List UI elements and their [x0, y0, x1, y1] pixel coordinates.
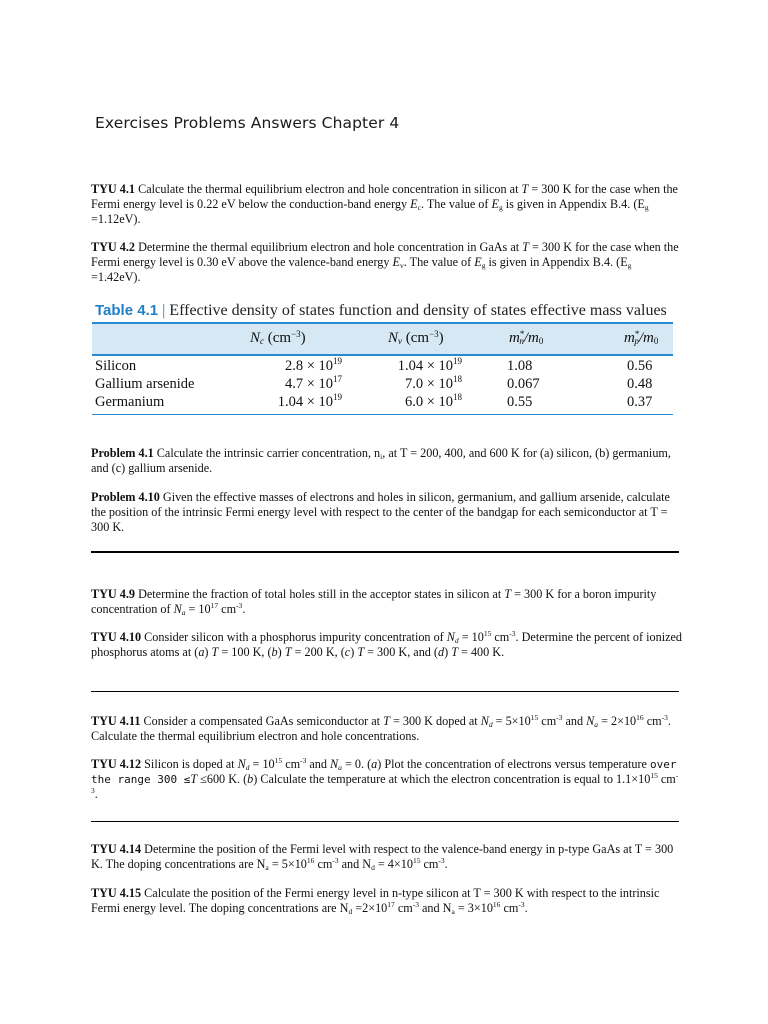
problem-label: Problem 4.1: [91, 446, 154, 460]
text: and: [306, 757, 331, 771]
symbol: b: [271, 645, 278, 660]
text: ≤600 K. (: [197, 772, 248, 787]
material-name: Silicon: [95, 358, 137, 374]
section-divider: [91, 551, 679, 553]
symbol: T: [211, 645, 219, 660]
text: = 4×10: [374, 857, 413, 872]
text: = 10: [458, 630, 484, 644]
column-header-nc: $N_c$ $(cm^{-3})$: [250, 329, 306, 346]
column-header-mn: $m^*_n/m_0$: [509, 329, 544, 346]
problem-label: Problem 4.10: [91, 490, 160, 504]
table-row: [92, 394, 673, 412]
subscript: d: [454, 636, 459, 645]
nc-value: $4.7 \times 10^{17}$: [284, 374, 342, 392]
text: cm: [491, 630, 510, 644]
text: .: [444, 857, 448, 872]
text: Consider silicon with a phosphorus impurity concentration of: [141, 630, 447, 644]
exercise-label: TYU 4.15: [91, 886, 142, 900]
exercise-tyu-4-9: [91, 587, 683, 617]
exercise-tyu-4-14: [91, 842, 683, 872]
subscript: c: [417, 203, 421, 213]
text: ): [204, 645, 212, 660]
symbol: T: [284, 645, 292, 660]
exercise-tyu-4-15: [91, 886, 683, 916]
column-header-nv: $N_v$ $(cm^{-3})$: [388, 329, 444, 346]
table-header-row: [92, 322, 673, 356]
symbol: T: [521, 182, 529, 196]
symbol: a: [371, 757, 378, 771]
superscript: -3: [91, 771, 679, 796]
superscript: 17: [387, 900, 395, 910]
text: = 300 K doped at: [389, 714, 481, 728]
table-row: [92, 376, 673, 394]
text: = 300 K for the case when the Fermi energy level is 0.22 eV below the conduction-band energy: [91, 182, 678, 212]
mp-value: 0.48: [627, 376, 653, 392]
subscript: a: [451, 907, 455, 917]
text: cm: [282, 757, 301, 771]
superscript: 16: [636, 713, 644, 722]
mn-value: 0.55: [507, 394, 533, 410]
text: is given in Appendix B.4. (E: [502, 197, 645, 212]
text: cm: [538, 714, 557, 728]
exercise-label: TYU 4.14: [91, 842, 142, 856]
text: = 3×10: [454, 901, 493, 916]
problem-4-1: [91, 446, 683, 476]
text: = 5×10: [268, 857, 307, 872]
superscript: 15: [650, 771, 658, 781]
subscript: v: [400, 261, 404, 271]
text: cm: [643, 714, 662, 728]
text: .: [524, 901, 528, 916]
material-name: Gallium arsenide: [95, 376, 195, 392]
text: = 5×10: [492, 714, 531, 728]
text: . The value of: [420, 197, 492, 212]
symbol: E: [491, 197, 499, 212]
subscript: g: [498, 203, 503, 213]
text: = 300 K for the case when the Fermi energy level is 0.30 eV above the valence-band energy: [91, 240, 679, 270]
symbol: E: [474, 255, 482, 270]
text: Determine the fraction of total holes still in the acceptor states in silicon at: [135, 587, 505, 601]
symbol: N: [586, 714, 595, 728]
exercise-tyu-4-2: [91, 240, 683, 286]
text: is given in Appendix B.4. (E: [485, 255, 628, 270]
text: . Calculate the thermal equilibrium electron and hole concentrations.: [91, 714, 671, 744]
text: =1.12eV).: [91, 212, 141, 227]
table-number: Table 4.1: [95, 302, 159, 319]
text: Calculate the position of the Fermi energy level in n-type silicon at T = 300 K with respect to the intrinsic Fermi energy level. The doping concentrations are N: [91, 886, 660, 916]
superscript: -3: [518, 900, 525, 910]
text: . The value of: [403, 255, 475, 270]
subscript: d: [348, 907, 353, 917]
exercise-label: TYU 4.12: [91, 757, 142, 771]
text: = 200 K, (: [291, 645, 345, 660]
symbol: T: [190, 772, 198, 787]
superscript: -3: [556, 713, 563, 722]
superscript: 15: [274, 756, 283, 765]
symbol: d: [438, 645, 445, 660]
subscript: d: [488, 720, 493, 729]
superscript: -3: [438, 856, 445, 866]
mn-value: 0.067: [507, 376, 540, 392]
exercise-label: TYU 4.9: [91, 587, 136, 601]
exercise-label: TYU 4.10: [91, 630, 142, 644]
mp-value: 0.37: [627, 394, 653, 410]
text: cm: [394, 901, 413, 916]
superscript: 17: [210, 601, 219, 611]
nv-value: $7.0 \times 10^{18}$: [404, 374, 462, 392]
exercise-tyu-4-12: [91, 757, 683, 803]
symbol: T: [504, 587, 512, 601]
mn-value: 1.08: [507, 358, 533, 374]
caption-separator: |: [162, 302, 166, 319]
symbol: T: [357, 645, 365, 660]
superscript: 15: [412, 856, 421, 866]
text: Determine the position of the Fermi level with respect to the valence-band energy in p-type GaAs at T = 300 K. The doping concentrations are N: [91, 842, 674, 872]
exercise-tyu-4-11: [91, 714, 683, 744]
mp-value: 0.56: [627, 358, 653, 374]
section-divider: [91, 691, 679, 692]
text: = 10: [185, 602, 211, 617]
symbol: T: [383, 714, 390, 728]
text: = 300 K for a boron impurity concentration of: [91, 587, 657, 617]
text: cm: [420, 857, 439, 872]
superscript: -3: [412, 900, 419, 910]
text: , at T = 200, 400, and 600 K for (a) silicon, (b) germanium, and (c) gallium arsenide.: [91, 446, 671, 476]
subscript: g: [481, 261, 486, 271]
superscript: -3: [300, 756, 307, 765]
text: cm: [314, 857, 333, 872]
symbol: E: [410, 197, 418, 212]
text: = 400 K.: [457, 645, 505, 660]
problem-4-10: [91, 490, 683, 536]
text: Determine the thermal equilibrium electron and hole concentration in GaAs at: [135, 240, 523, 254]
symbol: T: [451, 645, 458, 660]
subscript: g: [644, 203, 649, 213]
text: = 300 K, and (: [364, 645, 438, 660]
text: ) Plot the concentration of electrons versus temperature: [377, 757, 651, 771]
nc-value: $2.8 \times 10^{19}$: [284, 356, 342, 374]
text: ): [277, 645, 285, 660]
text: = 10: [249, 757, 275, 771]
text: Silicon is doped at: [141, 757, 238, 771]
subscript: i: [380, 452, 383, 461]
superscript: -3: [332, 856, 339, 866]
superscript: 15: [483, 629, 492, 638]
text: cm: [657, 772, 676, 787]
text: .: [94, 787, 98, 802]
exercise-label: TYU 4.11: [91, 714, 141, 728]
table-row: [92, 358, 673, 376]
nc-value: $1.04 \times 10^{19}$: [277, 392, 342, 410]
text: Calculate the thermal equilibrium electron and hole concentration in silicon at: [135, 182, 522, 196]
text: Calculate the intrinsic carrier concentration, n: [153, 446, 381, 460]
text: = 2×10: [598, 714, 637, 728]
text: ) Calculate the temperature at which the electron concentration is equal to 1.1×10: [253, 772, 651, 787]
subscript: d: [245, 763, 250, 772]
text: ): [444, 645, 452, 660]
table-caption: [95, 302, 667, 320]
column-header-mp: $m^*_p/m_0$: [624, 329, 659, 346]
text: =2×10: [352, 901, 388, 916]
text: =1.42eV).: [91, 270, 141, 285]
text: = 100 K, (: [218, 645, 272, 660]
superscript: 16: [492, 900, 501, 910]
text: cm: [218, 602, 237, 617]
text: Given the effective masses of electrons and holes in silicon, germanium, and gallium arsenide, calculate the position of the intrinsic Fermi energy level with respect to the center of the bandgap for each semiconductor at T = 300 K.: [91, 490, 670, 535]
text: and: [562, 714, 587, 728]
symbol: N: [446, 630, 455, 644]
subscript: g: [627, 261, 632, 271]
text: Consider a compensated GaAs semiconductor at: [140, 714, 384, 728]
exercise-tyu-4-1: [91, 182, 683, 228]
exercise-tyu-4-10: [91, 630, 683, 660]
exercise-label: TYU 4.2: [91, 240, 136, 254]
exercise-label: TYU 4.1: [91, 182, 136, 196]
page-title: Exercises Problems Answers Chapter 4: [95, 114, 400, 132]
symbol: a: [198, 645, 205, 660]
text: and N: [418, 901, 452, 916]
subscript: d: [371, 863, 375, 873]
symbol: N: [173, 602, 182, 617]
symbol: N: [237, 757, 246, 771]
material-name: Germanium: [95, 394, 165, 410]
nv-value: $1.04 \times 10^{19}$: [397, 356, 462, 374]
symbol: N: [480, 714, 489, 728]
superscript: 16: [306, 856, 315, 866]
symbol: E: [392, 255, 400, 270]
text: ): [350, 645, 358, 660]
symbol: T: [522, 240, 529, 254]
table-body: [92, 356, 673, 415]
superscript: -3: [509, 629, 516, 638]
superscript: -3: [236, 601, 243, 611]
subscript: a: [338, 763, 342, 772]
symbol: c: [344, 645, 351, 660]
subscript: a: [265, 863, 269, 873]
subscript: a: [594, 720, 599, 729]
caption-text: Effective density of states function and density of states effective mass values: [169, 302, 667, 319]
text: = 0. (: [341, 757, 372, 771]
text: . Determine the percent of ionized phosphorus atoms at (: [91, 630, 683, 660]
symbol: N: [330, 757, 339, 771]
superscript: 15: [530, 713, 539, 722]
subscript: a: [181, 608, 186, 618]
section-divider: [91, 821, 679, 822]
nv-value: $6.0 \times 10^{18}$: [404, 392, 462, 410]
symbol: b: [247, 772, 254, 787]
text: .: [242, 602, 246, 617]
monospace-text: over the range 300 ≤: [91, 758, 677, 787]
superscript: -3: [661, 713, 668, 722]
text: cm: [500, 901, 519, 916]
text: and N: [338, 857, 372, 872]
